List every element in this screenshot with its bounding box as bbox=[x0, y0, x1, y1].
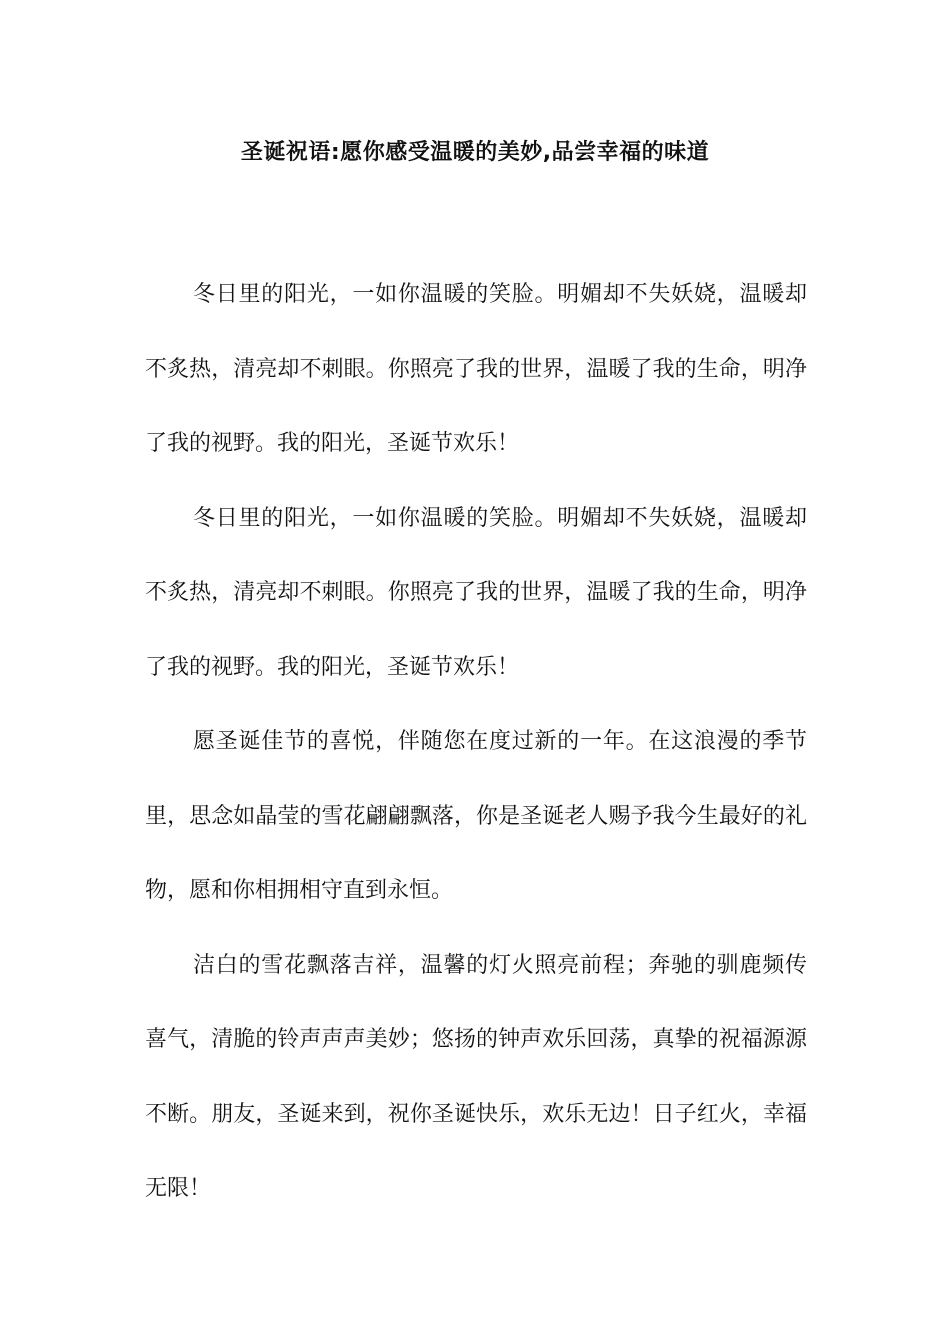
paragraph-1: 冬日里的阳光，一如你温暖的笑脸。明媚却不失妖娆，温暖却不炙热，清亮却不刺眼。你照亮了我的世界，温暖了我的生命，明净了我的视野。我的阳光，圣诞节欢乐！ bbox=[145, 282, 807, 456]
document-body bbox=[145, 258, 807, 1227]
paragraph-2: 冬日里的阳光，一如你温暖的笑脸。明媚却不失妖娆，温暖却不炙热，清亮却不刺眼。你照亮了我的世界，温暖了我的生命，明净了我的视野。我的阳光，圣诞节欢乐！ bbox=[145, 505, 807, 680]
paragraph-4: 洁白的雪花飘落吉祥，温馨的灯火照亮前程；奔驰的驯鹿频传喜气，清脆的铃声声声美妙；悠扬的钟声欢乐回荡，真挚的祝福源源不断。朋友，圣诞来到，祝你圣诞快乐，欢乐无边！日子红火，幸福无限！ bbox=[145, 952, 807, 1201]
page-title: 圣诞祝语:愿你感受温暖的美妙,品尝幸福的味道 bbox=[240, 140, 710, 165]
paragraph-3: 愿圣诞佳节的喜悦，伴随您在度过新的一年。在这浪漫的季节里，思念如晶莹的雪花翩翩飘落，你是圣诞老人赐予我今生最好的礼物，愿和你相拥相守直到永恒。 bbox=[145, 729, 807, 903]
